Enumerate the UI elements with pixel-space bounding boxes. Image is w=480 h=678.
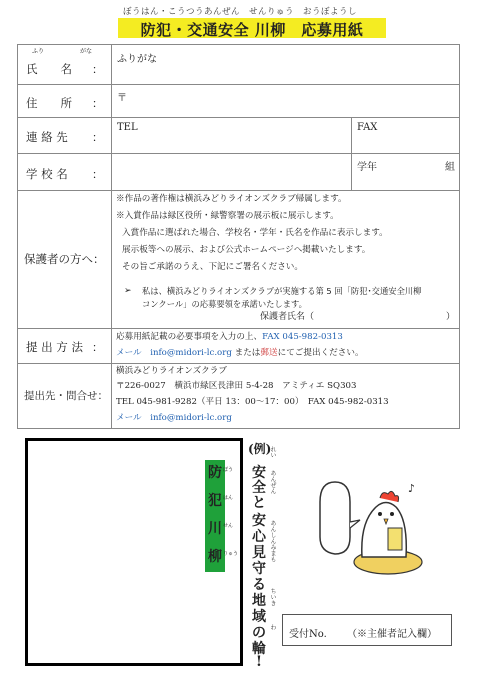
submit-to-label: 提出先・問合せ： <box>24 390 108 402</box>
receipt-note: （※主催者記入欄） <box>347 629 437 640</box>
submit-method-text: 応募用紙記載の必要事項を入力の上、 <box>116 332 263 342</box>
example-ruby-2: あんぜん <box>269 470 276 494</box>
name-furigana-ruby-1: ふり <box>32 48 45 55</box>
senryu-title-char-4: 柳 <box>208 549 222 565</box>
speech-bubble-icon <box>320 482 350 554</box>
senryu-title-ruby-2: はん <box>223 495 234 501</box>
agree-arrow-icon: ➢ <box>124 286 132 296</box>
guardian-note-4: 展示板等への展示、および公式ホームページへ掲載いたします。 <box>122 245 371 255</box>
row-submit-to <box>18 364 460 429</box>
school-label-cell <box>18 154 112 191</box>
row-submit-method <box>18 329 460 364</box>
application-form-table <box>17 44 460 429</box>
example-ruby-1: れい <box>269 446 276 458</box>
name-field[interactable] <box>112 45 460 85</box>
school-name-field[interactable] <box>112 154 352 191</box>
guardian-note-1: ※作品の著作権は横浜みどりライオンズクラブ帰属します。 <box>116 194 347 204</box>
name-furigana-ruby-2: がな <box>80 48 93 55</box>
agree-text-2: コンクール」の応募要領を承諾いたします。 <box>142 299 307 309</box>
paper-icon <box>388 528 402 550</box>
example-char-3: と <box>252 495 266 511</box>
receipt-label: 受付No. <box>289 629 327 640</box>
name-furigana-placeholder: ふりがな <box>117 54 157 65</box>
organization-phone: TEL 045-981-9282（平日 13：00～17：00） FAX 045-982-0313 <box>116 397 389 407</box>
submit-method-line-2 <box>116 349 364 358</box>
school-label: 学 校 名 <box>26 167 68 181</box>
guardian-label-cell <box>18 191 112 329</box>
grade-class-field[interactable] <box>352 154 460 191</box>
name-label-cell <box>18 45 112 85</box>
example-char-13: ! <box>255 654 263 670</box>
submit-to-label-cell <box>18 364 112 429</box>
senryu-title-char-3: 川 <box>208 521 222 537</box>
submit-method-colon: ： <box>92 341 103 354</box>
senryu-title-ruby-4: りゅう <box>223 551 239 557</box>
address-label: 住 所 <box>26 96 72 110</box>
example-char-9: 地 <box>252 593 266 609</box>
address-colon: ： <box>92 97 103 110</box>
name-label: 氏 名 <box>26 62 72 76</box>
row-contact <box>18 118 460 154</box>
guardian-consent-cell <box>112 191 460 329</box>
example-char-7: 守 <box>252 561 266 577</box>
title-ruby: ぼうはん・こうつうあんぜん せんりゅう おうぼようし <box>122 7 357 17</box>
submit-method-label: 提 出 方 法 <box>26 340 83 354</box>
organization-name: 横浜みどりライオンズクラブ <box>116 366 227 376</box>
organization-email-link[interactable]: メール info@midori-lc.org <box>116 413 232 423</box>
tel-field[interactable] <box>112 118 352 154</box>
example-char-12: 輪 <box>252 641 266 657</box>
example-ruby-5: わ <box>269 624 276 630</box>
guardian-label: 保護者の方へ： <box>24 252 105 266</box>
contact-label-cell <box>18 118 112 154</box>
submit-method-label-cell <box>18 329 112 364</box>
submit-suffix-text: にてご提出ください。 <box>277 348 364 358</box>
example-char-2: 全 <box>252 480 266 496</box>
row-address <box>18 85 460 118</box>
address-field[interactable] <box>112 85 460 118</box>
class-label: 組 <box>445 162 455 173</box>
submit-method-line-1 <box>116 333 343 342</box>
row-name <box>18 45 460 85</box>
row-guardian <box>18 191 460 329</box>
address-label-cell <box>18 85 112 118</box>
guardian-note-2: ※入賞作品は緑区役所・緑警察署の展示板に展示します。 <box>116 211 339 221</box>
senryu-title-ruby-3: せん <box>223 523 234 529</box>
senryu-title-ruby-1: ぼう <box>223 467 234 473</box>
contact-label: 連 絡 先 <box>26 130 68 144</box>
example-marker: (例) <box>248 442 272 456</box>
fax-field[interactable] <box>352 118 460 154</box>
submit-email-link[interactable]: メール info@midori-lc.org <box>116 348 232 358</box>
senryu-title-char-1: 防 <box>208 465 222 481</box>
submit-to-cell <box>112 364 460 429</box>
submit-or-text: または <box>234 348 261 358</box>
submit-fax-number[interactable]: FAX 045-982-0313 <box>262 332 343 342</box>
submit-method-cell <box>112 329 460 364</box>
example-char-1: 安 <box>252 465 266 481</box>
agree-text-1: 私は、横浜みどりライオンズクラブが実施する第 5 回「防犯･交通安全川柳 <box>142 286 422 296</box>
example-char-11: の <box>252 625 266 641</box>
receipt-number-box <box>282 614 452 646</box>
contact-colon: ： <box>92 131 103 144</box>
tel-label: TEL <box>117 122 138 133</box>
grade-label: 学年 <box>357 162 377 173</box>
example-char-5: 心 <box>252 529 266 545</box>
music-note-icon: ♪ <box>408 482 416 495</box>
senryu-title-char-2: 犯 <box>208 493 222 509</box>
guardian-note-5: その旨ご承諾のうえ、下記にご署名ください。 <box>122 262 303 272</box>
chicken-comb-icon <box>380 491 399 502</box>
school-colon: ： <box>92 168 103 181</box>
postal-mark: 〒 <box>117 93 127 104</box>
example-char-8: る <box>252 577 266 593</box>
submit-post-text: 郵送 <box>260 348 278 358</box>
chicken-illustration <box>300 462 440 587</box>
example-char-10: 域 <box>252 609 266 625</box>
signature-label: 保護者氏名（ <box>260 312 315 322</box>
name-colon: ： <box>92 63 103 76</box>
signature-close: ） <box>446 312 456 322</box>
page-title: 防犯・交通安全 川柳 応募用紙 <box>140 21 364 39</box>
row-school <box>18 154 460 191</box>
example-char-4: 安 <box>252 513 266 529</box>
example-char-6: 見 <box>252 545 266 561</box>
example-ruby-4: ちいき <box>269 588 276 606</box>
example-ruby-3: あんしんみまも <box>269 520 276 562</box>
fax-label: FAX <box>357 122 378 133</box>
guardian-note-3: 入賞作品に選ばれた場合、学校名・学年・氏名を作品に表示します。 <box>122 228 388 238</box>
organization-address: 〒226-0027 横浜市緑区長津田 5-4-28 アミティエ SQ303 <box>116 381 357 391</box>
